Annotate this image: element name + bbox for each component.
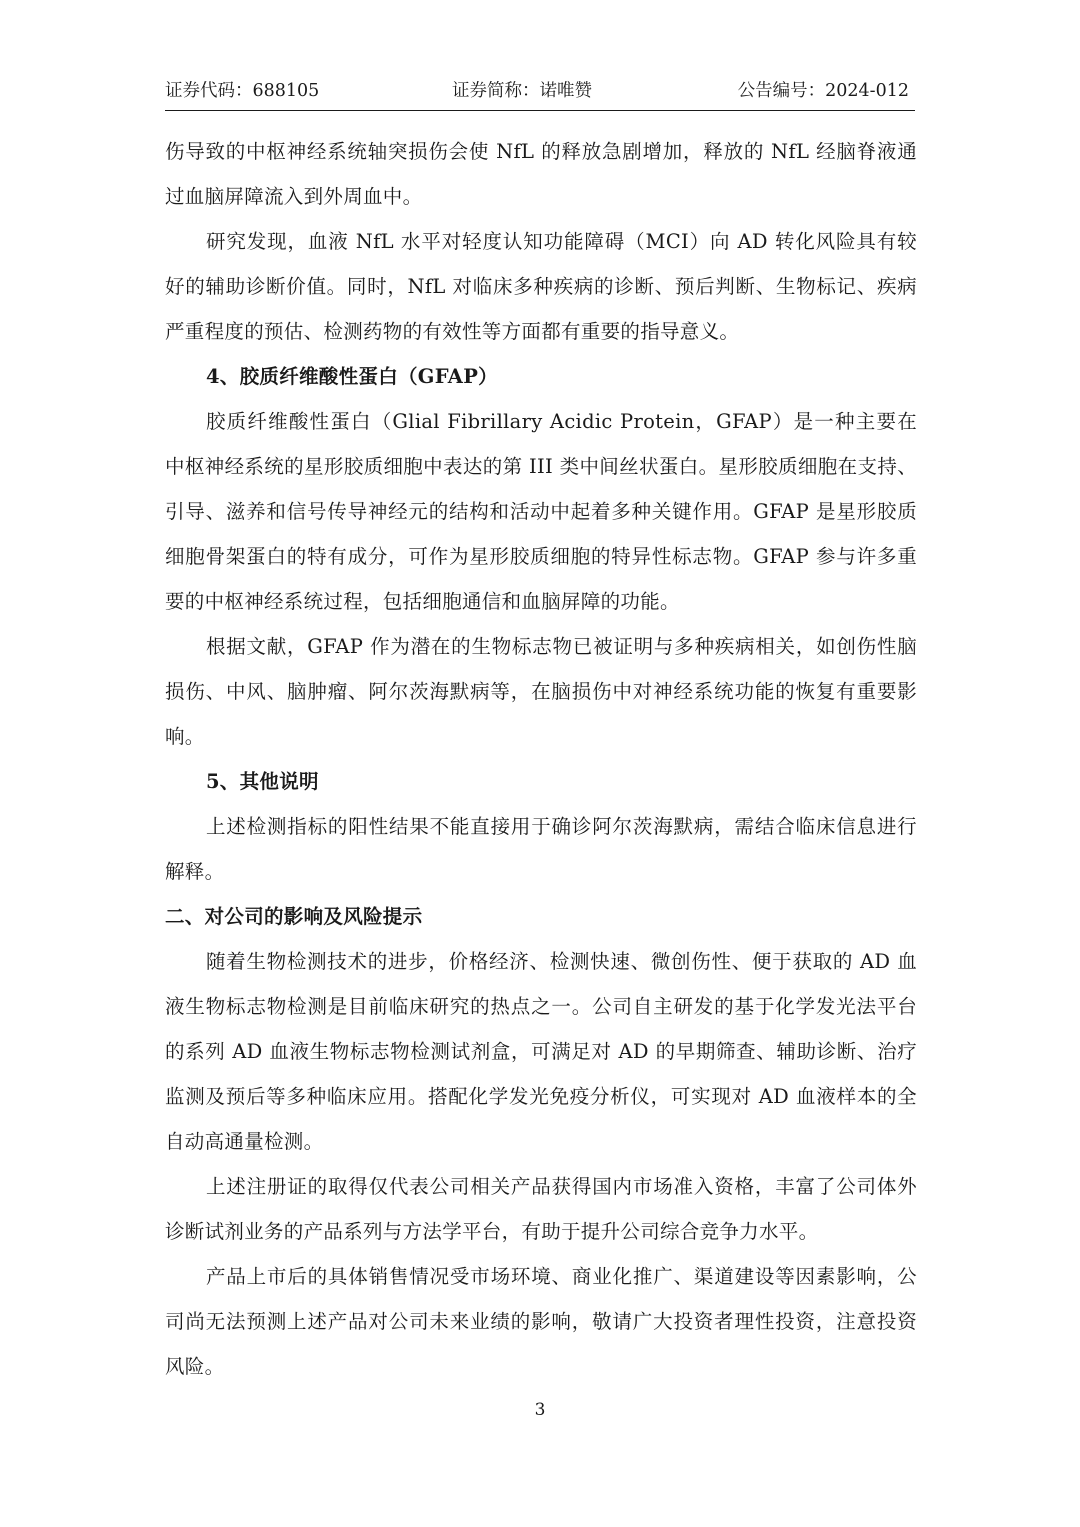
- paragraph-impact-technology: 随着生物检测技术的进步，价格经济、检测快速、微创伤性、便于获取的 AD 血液生物标志物检测是目前临床研究的热点之一。公司自主研发的基于化学发光法平台的系列 AD 血液生物标志物检测试剂盒，可满足对 AD 的早期筛查、辅助诊断、治疗监测及预后等多种临床应用。搭配化学发光免疫分析仪，可实现对 AD 血液样本的全自动高通量检测。: [165, 950, 917, 1153]
- security-name: 证券简称：诺唯赞: [452, 81, 592, 101]
- section-heading-other-notes: 5、其他说明: [205, 770, 319, 793]
- paragraph-nfl-continuation: 伤导致的中枢神经系统轴突损伤会使 NfL 的释放急剧增加，释放的 NfL 经脑脊液通过血脑屏障流入到外周血中。: [165, 140, 917, 208]
- security-code: 证券代码：688105: [165, 81, 320, 101]
- page-number: 3: [534, 1400, 546, 1420]
- paragraph-gfap-definition: 胶质纤维酸性蛋白（Glial Fibrillary Acidic Protein，GFAP）是一种主要在中枢神经系统的星形胶质细胞中表达的第 III 类中间丝状蛋白。星形胶质细胞在支持、引导、滋养和信号传导神经元的结构和活动中起着多种关键作用。GFAP 是星形胶质细胞骨架蛋白的特有成分，可作为星形胶质细胞的特异性标志物。GFAP 参与许多重要的中枢神经系统过程，包括细胞通信和血脑屏障的功能。: [165, 410, 917, 613]
- page-header: [165, 76, 915, 106]
- paragraph-risk-warning: 产品上市后的具体销售情况受市场环境、商业化推广、渠道建设等因素影响，公司尚无法预测上述产品对公司未来业绩的影响，敬请广大投资者理性投资，注意投资风险。: [165, 1265, 917, 1378]
- announcement-number: 公告编号：2024-012: [737, 81, 909, 101]
- paragraph-other-notes: 上述检测指标的阳性结果不能直接用于确诊阿尔茨海默病，需结合临床信息进行解释。: [165, 815, 917, 883]
- paragraph-impact-registration: 上述注册证的取得仅代表公司相关产品获得国内市场准入资格，丰富了公司体外诊断试剂业务的产品系列与方法学平台，有助于提升公司综合竞争力水平。: [165, 1175, 917, 1243]
- section-heading-gfap: 4、胶质纤维酸性蛋白（GFAP）: [205, 365, 498, 388]
- document-body: [165, 129, 917, 1389]
- section-heading-impact-risk: 二、对公司的影响及风险提示: [165, 905, 423, 928]
- paragraph-gfap-literature: 根据文献，GFAP 作为潜在的生物标志物已被证明与多种疾病相关，如创伤性脑损伤、中风、脑肿瘤、阿尔茨海默病等，在脑损伤中对神经系统功能的恢复有重要影响。: [165, 635, 917, 748]
- header-divider: [165, 110, 915, 111]
- paragraph-nfl-research: 研究发现，血液 NfL 水平对轻度认知功能障碍（MCI）向 AD 转化风险具有较好的辅助诊断价值。同时，NfL 对临床多种疾病的诊断、预后判断、生物标记、疾病严重程度的预估、检测药物的有效性等方面都有重要的指导意义。: [165, 230, 917, 343]
